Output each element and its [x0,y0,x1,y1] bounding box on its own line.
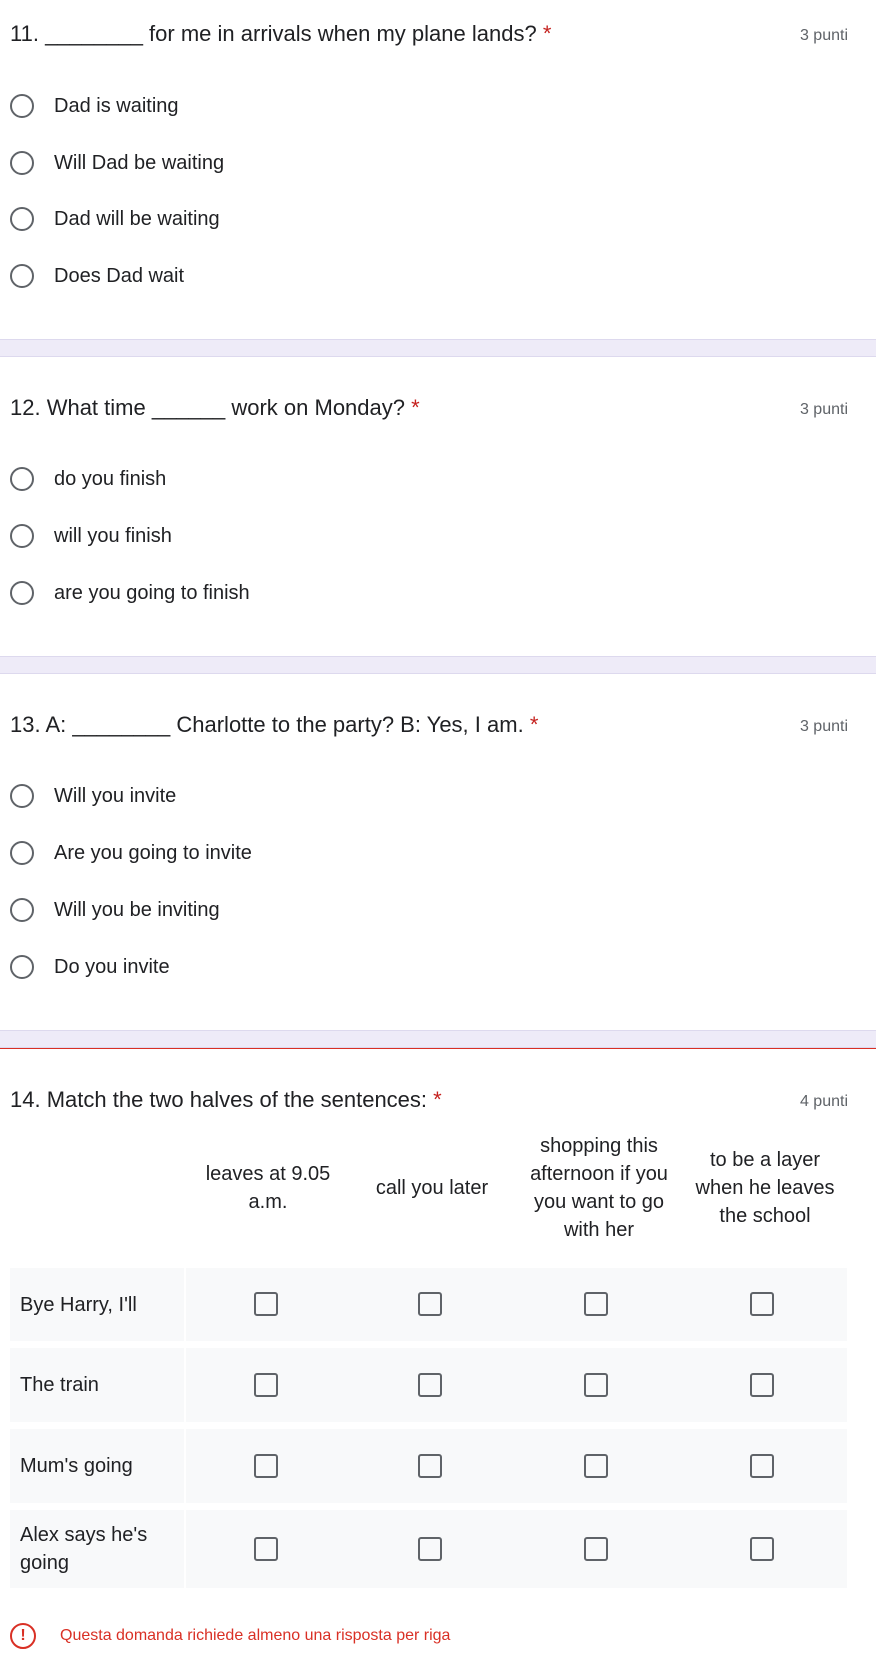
option-label: are you going to finish [54,581,250,604]
radio-button[interactable] [10,151,34,175]
grid-checkbox[interactable] [254,1373,278,1397]
required-mark: * [529,712,539,737]
q13-option-3[interactable] [10,894,220,926]
radio-button[interactable] [10,467,34,491]
radio-button[interactable] [10,264,34,288]
grid-checkbox[interactable] [418,1454,442,1478]
grid-checkbox[interactable] [750,1537,774,1561]
error-indicator-line [0,1048,876,1049]
q12-option-2[interactable] [10,520,172,552]
q11-option-3[interactable] [10,203,220,235]
error-icon: ! [10,1623,36,1649]
grid-checkbox[interactable] [584,1292,608,1316]
option-label: Dad will be waiting [54,207,220,230]
row-separator [184,1348,186,1422]
radio-button[interactable] [10,955,34,979]
question-12-text: 12. What time ______ work on Monday? [10,395,406,420]
radio-button[interactable] [10,524,34,548]
grid-column-header: call you later [375,1177,489,1199]
q11-option-2[interactable] [10,147,224,179]
row-separator [184,1510,186,1588]
row-separator [184,1429,186,1503]
grid-row [10,1268,847,1341]
question-11-text: 11. ________ for me in arrivals when my plane lands? [10,21,537,46]
question-14-title [10,1086,848,1114]
section-divider [0,656,876,674]
grid-row [10,1510,847,1588]
question-11-points: 3 punti [799,27,848,44]
grid-checkbox[interactable] [750,1373,774,1397]
question-13-title [10,711,848,739]
question-14-text: 14. Match the two halves of the sentences: [10,1087,428,1112]
q13-option-2[interactable] [10,837,252,869]
option-label: Dad is waiting [54,94,179,117]
grid-column-header: shopping this afternoon if you you want to go with her [530,1135,668,1241]
option-label: Will you be inviting [54,898,220,921]
q13-option-4[interactable] [10,951,170,983]
option-label: Does Dad wait [54,264,185,287]
grid-row-label: Alex says he's going [20,1524,148,1574]
option-label: Are you going to invite [54,841,252,864]
grid-checkbox[interactable] [418,1537,442,1561]
grid-row-label: Mum's going [20,1455,133,1477]
q13-option-1[interactable] [10,780,176,812]
q12-option-1[interactable] [10,463,166,495]
question-14-points: 4 punti [799,1093,848,1110]
section-divider [0,339,876,357]
q11-option-1[interactable] [10,90,179,122]
section-divider [0,1030,876,1048]
radio-button[interactable] [10,581,34,605]
grid-checkbox[interactable] [254,1454,278,1478]
grid-checkbox[interactable] [254,1537,278,1561]
grid-row-label: Bye Harry, I'll [20,1293,137,1316]
grid-row [10,1348,847,1422]
question-11-title [10,20,848,48]
grid-checkbox[interactable] [418,1292,442,1316]
grid-checkbox[interactable] [750,1454,774,1478]
option-label: Will Dad be waiting [54,151,225,174]
option-label: do you finish [54,467,167,490]
q11-option-4[interactable] [10,260,184,292]
radio-button[interactable] [10,784,34,808]
row-separator [184,1268,186,1341]
error-message: Questa domanda richiede almeno una risposta per riga [60,1627,451,1644]
radio-button[interactable] [10,898,34,922]
grid-checkbox[interactable] [584,1537,608,1561]
grid-checkbox[interactable] [584,1454,608,1478]
grid-checkbox[interactable] [418,1373,442,1397]
radio-button[interactable] [10,841,34,865]
radio-button[interactable] [10,94,34,118]
option-label: will you finish [54,524,172,547]
question-12-points: 3 punti [799,401,848,418]
required-mark: * [411,395,420,420]
grid-checkbox[interactable] [584,1373,608,1397]
question-13-points: 3 punti [799,718,848,735]
option-label: Will you invite [54,784,177,807]
question-12-title [10,394,848,422]
grid-column-header: leaves at 9.05 a.m. [205,1163,331,1213]
validation-error [10,1623,450,1649]
q12-option-3[interactable] [10,577,250,609]
grid-row [10,1429,847,1503]
grid-column-header: to be a layer when he leaves the school [695,1149,835,1227]
question-13-text: 13. A: ________ Charlotte to the party? B: Yes, I am. [10,712,524,737]
required-mark: * [433,1087,442,1112]
grid-checkbox[interactable] [254,1292,278,1316]
required-mark: * [542,21,552,46]
grid-checkbox[interactable] [750,1292,774,1316]
radio-button[interactable] [10,207,34,231]
grid-row-label: The train [20,1374,99,1396]
option-label: Do you invite [54,955,170,978]
